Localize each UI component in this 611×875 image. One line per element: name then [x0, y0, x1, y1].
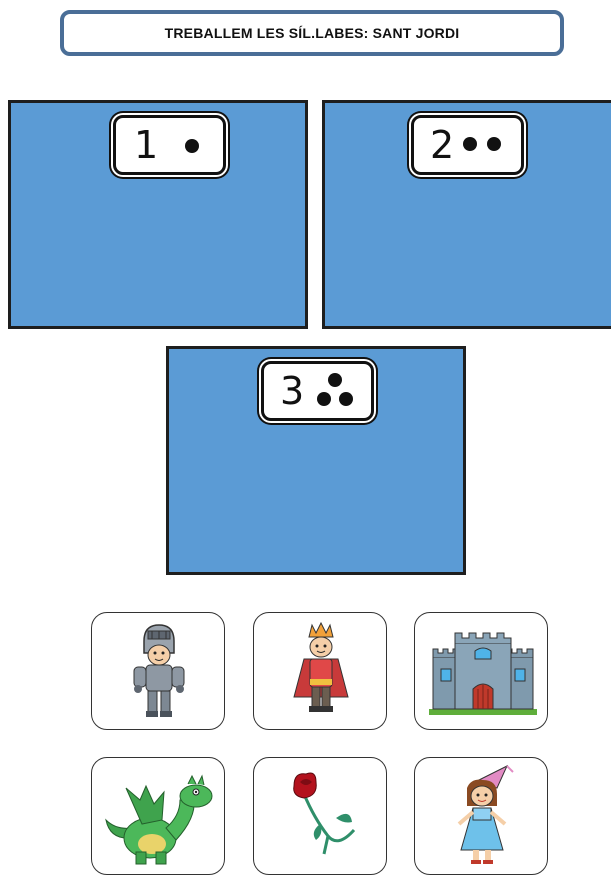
drop-zone-2-syllables[interactable]	[322, 100, 611, 329]
picture-card-rose[interactable]	[253, 757, 387, 875]
syllable-dots-2	[456, 126, 516, 166]
syllable-count-3: 3	[280, 369, 305, 413]
drop-zone-3-syllables[interactable]	[166, 346, 466, 575]
castle-icon	[415, 613, 548, 730]
king-icon	[254, 613, 387, 730]
syllable-badge-1	[113, 115, 226, 175]
princess-icon	[415, 758, 548, 875]
picture-card-king[interactable]	[253, 612, 387, 730]
drop-zone-1-syllable[interactable]	[8, 100, 308, 329]
dragon-icon	[92, 758, 225, 875]
picture-card-knight[interactable]	[91, 612, 225, 730]
syllable-badge-3	[261, 361, 374, 421]
picture-card-dragon[interactable]	[91, 757, 225, 875]
worksheet-title-text: TREBALLEM LES SÍL.LABES: SANT JORDI	[164, 25, 460, 41]
syllable-dots-1	[178, 126, 218, 166]
syllable-dots-3	[310, 366, 370, 420]
syllable-count-1: 1	[134, 123, 159, 167]
rose-icon	[254, 758, 387, 875]
picture-card-castle[interactable]	[414, 612, 548, 730]
picture-card-princess[interactable]	[414, 757, 548, 875]
knight-icon	[92, 613, 225, 730]
syllable-count-2: 2	[430, 123, 455, 167]
syllable-badge-2	[411, 115, 524, 175]
worksheet-title	[60, 10, 564, 56]
